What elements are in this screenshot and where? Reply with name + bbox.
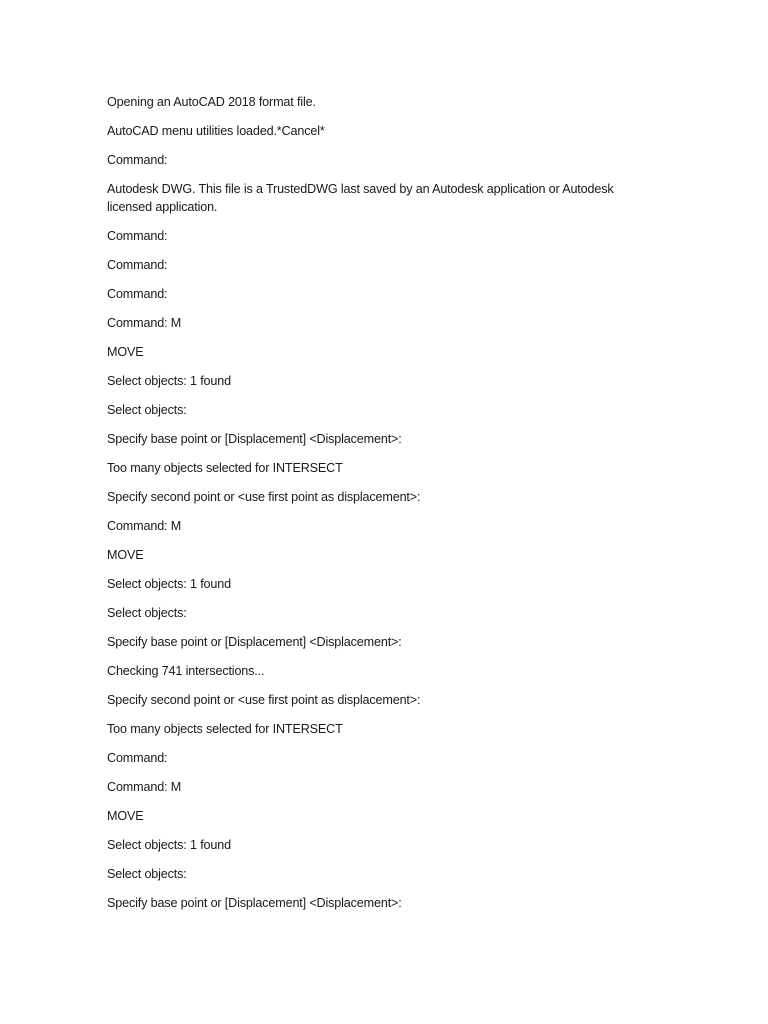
log-line: MOVE: [107, 548, 144, 562]
log-line: Command:: [107, 258, 168, 272]
log-line: Specify base point or [Displacement] <Displacement>:: [107, 635, 402, 649]
log-line: Command:: [107, 287, 168, 301]
log-line: Command:: [107, 153, 168, 167]
log-line: MOVE: [107, 345, 144, 359]
command-log: [107, 93, 647, 923]
log-line: Too many objects selected for INTERSECT: [107, 461, 343, 475]
log-line: Specify base point or [Displacement] <Displacement>:: [107, 432, 402, 446]
log-line: Command:: [107, 229, 168, 243]
log-line: Too many objects selected for INTERSECT: [107, 722, 343, 736]
log-line: Select objects: 1 found: [107, 838, 231, 852]
log-line: Specify second point or <use first point as displacement>:: [107, 490, 421, 504]
log-line: Command: M: [107, 519, 182, 533]
log-line: Select objects: 1 found: [107, 577, 231, 591]
log-line: Autodesk DWG. This file is a TrustedDWG last saved by an Autodesk application or Autodesk licensed application.: [107, 182, 614, 214]
log-line: Specify second point or <use first point as displacement>:: [107, 693, 421, 707]
log-line: Select objects: 1 found: [107, 374, 231, 388]
log-line: AutoCAD menu utilities loaded.*Cancel*: [107, 124, 325, 138]
log-line: Select objects:: [107, 606, 187, 620]
log-line: Select objects:: [107, 867, 187, 881]
log-line: Select objects:: [107, 403, 187, 417]
log-line: Opening an AutoCAD 2018 format file.: [107, 95, 316, 109]
log-line: MOVE: [107, 809, 144, 823]
log-line: Command:: [107, 751, 168, 765]
log-line: Command: M: [107, 316, 182, 330]
log-line: Checking 741 intersections...: [107, 664, 265, 678]
log-line: Specify base point or [Displacement] <Displacement>:: [107, 896, 402, 910]
log-line: Command: M: [107, 780, 182, 794]
